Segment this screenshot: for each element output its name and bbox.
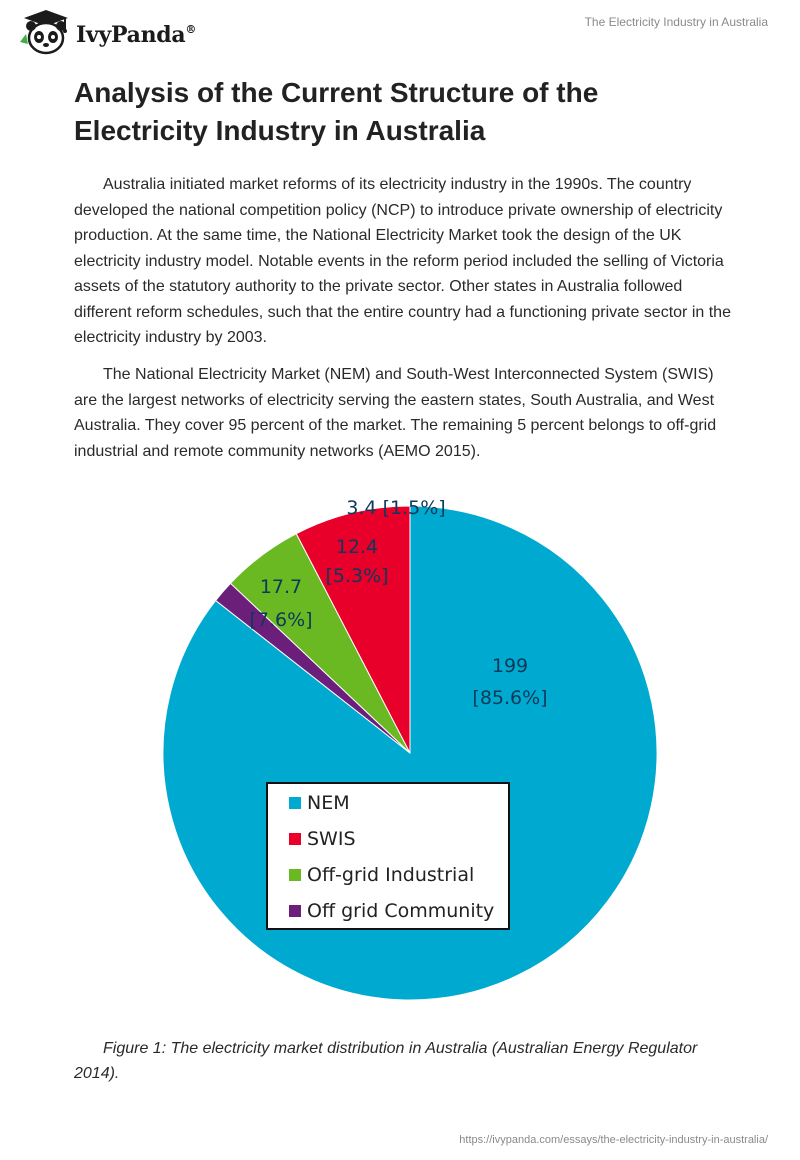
registered-mark: ® [185,23,197,36]
legend-swatch-off-grid-industrial [289,869,301,881]
source-url[interactable]: https://ivypanda.com/essays/the-electricity-industry-in-australia/ [459,1134,768,1146]
pie-chart-svg [148,490,668,1015]
legend-label-swis: SWIS [307,828,356,850]
body-paragraph-2: The National Electricity Market (NEM) and South-West Interconnected System (SWIS) are the largest networks of electricity serving the eastern states, South Australia, and West Australia. They cover 95 percent of the market. The remaining 5 percent belongs to off-grid industrial and remote community networks (AEMO 2015). [74,366,717,460]
legend-swatch-nem [289,797,301,809]
ivypanda-logo[interactable] [16,8,197,56]
brand-name: IvyPanda® [76,22,197,48]
legend-label-off-grid-industrial: Off-grid Industrial [307,864,475,886]
legend-label-nem: NEM [307,792,350,814]
legend-label-off-grid-community: Off grid Community [307,900,495,922]
running-title: The Electricity Industry in Australia [584,15,768,29]
pie-chart [148,490,668,1015]
body-paragraph-1: Australia initiated market reforms of its electricity industry in the 1990s. The country developed the national competition policy (NCP) to introduce private ownership of electricity production. At the same time, the National Electricity Market took the design of the UK electricity industry model. Notable events in the reform period included the selling of Victoria assets of the statutory authority to the private sector. Other states in Australia followed different reform schedules, such that the entire country had a functioning private sector in the electricity industry by 2003. [74,176,731,346]
data-label-off-grid-community: 3.4 [1.5%] [346,497,446,519]
data-label-pct-swis: [7.6%] [249,609,313,631]
panda-graduate-icon [16,8,74,56]
legend-swatch-swis [289,833,301,845]
figure-caption: Figure 1: The electricity market distribution in Australia (Australian Energy Regulator 2014). [74,1040,698,1082]
data-label-pct-nem: [85.6%] [472,687,548,709]
page-title: Analysis of the Current Structure of the Electricity Industry in Australia [74,77,599,146]
legend-swatch-off-grid-community [289,905,301,917]
data-label-value-nem: 199 [491,655,529,677]
data-label-value-off-grid-industrial: 12.4 [335,536,379,558]
data-label-pct-off-grid-industrial: [5.3%] [325,565,389,587]
site-header [0,0,800,62]
data-label-value-swis: 17.7 [259,576,303,598]
